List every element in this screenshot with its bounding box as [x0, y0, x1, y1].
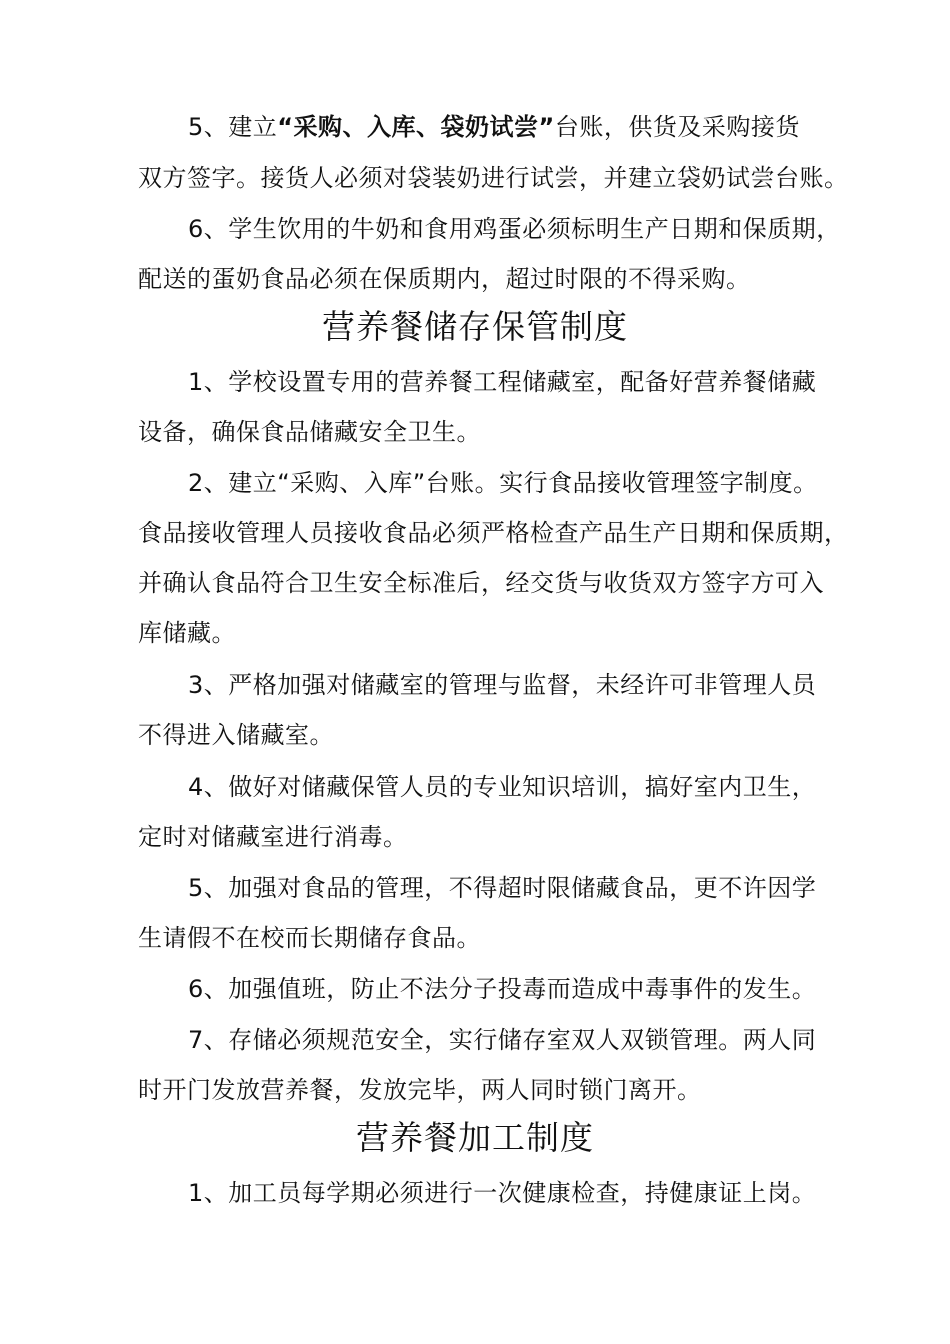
storage-item-7-line-1: 7、存储必须规范安全，实行储存室双人双锁管理。两人同	[188, 1026, 817, 1054]
storage-item-2-line-2: 食品接收管理人员接收食品必须严格检查产品生产日期和保质期，	[138, 519, 849, 547]
purchase-item-5-bold: “采购、入库、袋奶试尝”	[277, 113, 555, 141]
storage-item-2-line-1: 2、建立“采购、入库”台账。实行食品接收管理签字制度。	[188, 469, 818, 497]
processing-section-title: 营养餐加工制度	[356, 1118, 594, 1157]
processing-item-1-line-1: 1、加工员每学期必须进行一次健康检查，持健康证上岗。	[188, 1179, 817, 1207]
storage-item-3-line-2: 不得进入储藏室。	[138, 721, 334, 749]
storage-item-4-line-1: 4、做好对储藏保管人员的专业知识培训，搞好室内卫生，	[188, 773, 817, 801]
purchase-item-5-line-1	[188, 112, 800, 142]
storage-item-2-line-4: 库储藏。	[138, 619, 236, 647]
storage-item-4-line-2: 定时对储藏室进行消毒。	[138, 823, 408, 851]
purchase-item-6-line-1: 6、学生饮用的牛奶和食用鸡蛋必须标明生产日期和保质期，	[188, 215, 841, 243]
purchase-item-5-line-2: 双方签字。接货人必须对袋装奶进行试尝，并建立袋奶试尝台账。	[138, 164, 849, 192]
storage-item-3-line-1: 3、严格加强对储藏室的管理与监督，未经许可非管理人员	[188, 671, 817, 699]
storage-item-2-line-3: 并确认食品符合卫生安全标准后，经交货与收货双方签字方可入	[138, 569, 824, 597]
storage-item-7-line-2: 时开门发放营养餐，发放完毕，两人同时锁门离开。	[138, 1076, 702, 1104]
storage-section-title: 营养餐储存保管制度	[322, 307, 628, 346]
storage-item-5-line-2: 生请假不在校而长期储存食品。	[138, 924, 481, 952]
storage-item-6-line-1: 6、加强值班，防止不法分子投毒而造成中毒事件的发生。	[188, 975, 817, 1003]
storage-item-5-line-1: 5、加强对食品的管理，不得超时限储藏食品，更不许因学	[188, 874, 817, 902]
storage-item-1-line-2: 设备，确保食品储藏安全卫生。	[138, 418, 481, 446]
storage-item-1-line-1: 1、学校设置专用的营养餐工程储藏室，配备好营养餐储藏	[188, 368, 817, 396]
purchase-item-5-suffix: 台账，供货及采购接货	[554, 113, 800, 141]
purchase-item-6-line-2: 配送的蛋奶食品必须在保质期内，超过时限的不得采购。	[138, 265, 751, 293]
purchase-item-5-prefix: 5、建立	[188, 113, 278, 141]
